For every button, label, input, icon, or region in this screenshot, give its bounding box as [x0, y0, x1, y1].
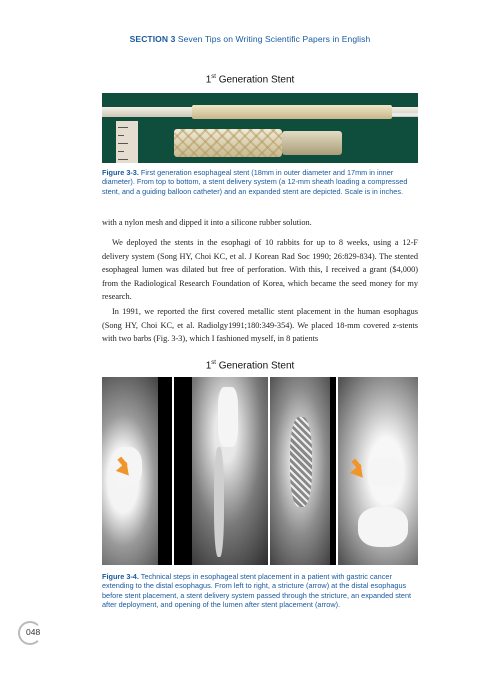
figure-1-title-sup: st — [211, 74, 216, 80]
page-number — [22, 627, 41, 637]
arrow-icon — [350, 464, 368, 482]
figure-2-title — [0, 360, 500, 371]
paragraph-0: with a nylon mesh and dipped it into a silicone rubber solution. — [102, 218, 312, 227]
inch-scale — [116, 121, 138, 163]
figure-2-title-text: Generation Stent — [215, 360, 295, 372]
xray-delivery-system — [174, 377, 268, 565]
section-title: Seven Tips on Writing Scientific Papers in English — [177, 34, 371, 44]
figure-1-caption — [102, 168, 418, 196]
stent-photo — [102, 93, 418, 163]
section-label: SECTION 3 — [129, 34, 176, 44]
stomach-contrast — [358, 507, 408, 547]
xray-expanded-stent — [270, 377, 336, 565]
delivery-catheter — [214, 447, 224, 557]
xray-border — [158, 377, 172, 565]
xray-post-placement — [338, 377, 418, 565]
expanded-stent — [174, 129, 282, 157]
figure-2-caption-text: Technical steps in esophageal stent placement in a patient with gastric cancer extending to the distal esophagus. From left to right, a stricture (arrow) at the distal esophagus before stent placement, a stent delivery system passed through the stricture, an expanded stent after deployment, and opening of the lumen after stent placement (arrow). — [102, 572, 412, 610]
guidewire-tip — [392, 113, 418, 116]
contrast-column — [368, 457, 404, 487]
expanded-stent-end — [282, 131, 342, 155]
figure-2-title-num: 1 — [205, 360, 212, 372]
figure-2-caption-label: Figure 3-4. — [102, 572, 139, 581]
paragraph-1: We deployed the stents in the esophagi of 10 rabbits for up to 8 weeks, using a 12-F delivery system (Song HY, Choi KC, et al. J Korean Rad Soc 1990; 26:829-834). The stented esophageal lumen was dilated but free of perforation. With this, I received a grant ($4,000) from the Radiological Research Foundation of Korea, which became the seed money for my research. — [102, 238, 418, 302]
stent-mesh — [290, 417, 312, 507]
page-number-text: 048 — [26, 627, 41, 637]
figure-1-caption-text: First generation esophageal stent (18mm in outer diameter and 17mm in inner diameter). From top to bottom, a stent delivery system (a 12-mm sheath loading a compressed stent, and a guiding balloon catheter) and an expanded stent are depicted. Scale is in inches. — [102, 168, 408, 196]
running-header — [0, 34, 500, 44]
figure-2-title-sup: st — [211, 360, 216, 366]
figure-1-title — [0, 74, 500, 85]
figure-1-title-text: Generation Stent — [215, 74, 295, 86]
figure-2-caption — [102, 572, 418, 610]
delivery-sheath — [192, 105, 392, 119]
xray-stricture — [102, 377, 172, 565]
paragraph-2: In 1991, we reported the first covered metallic stent placement in the human esophagus (Song HY, Choi KC, et al. Radiolgy1991;180:349-354). We placed 18-mm covered z-stents with two barbs (Fig. 3-3), which I fashioned myself, in 8 patients — [102, 307, 418, 344]
figure-1-caption-label: Figure 3-3. — [102, 168, 139, 177]
xray-border — [174, 377, 192, 565]
contrast-column — [218, 387, 238, 447]
figure-1-title-num: 1 — [205, 74, 212, 86]
xray-border — [330, 377, 336, 565]
